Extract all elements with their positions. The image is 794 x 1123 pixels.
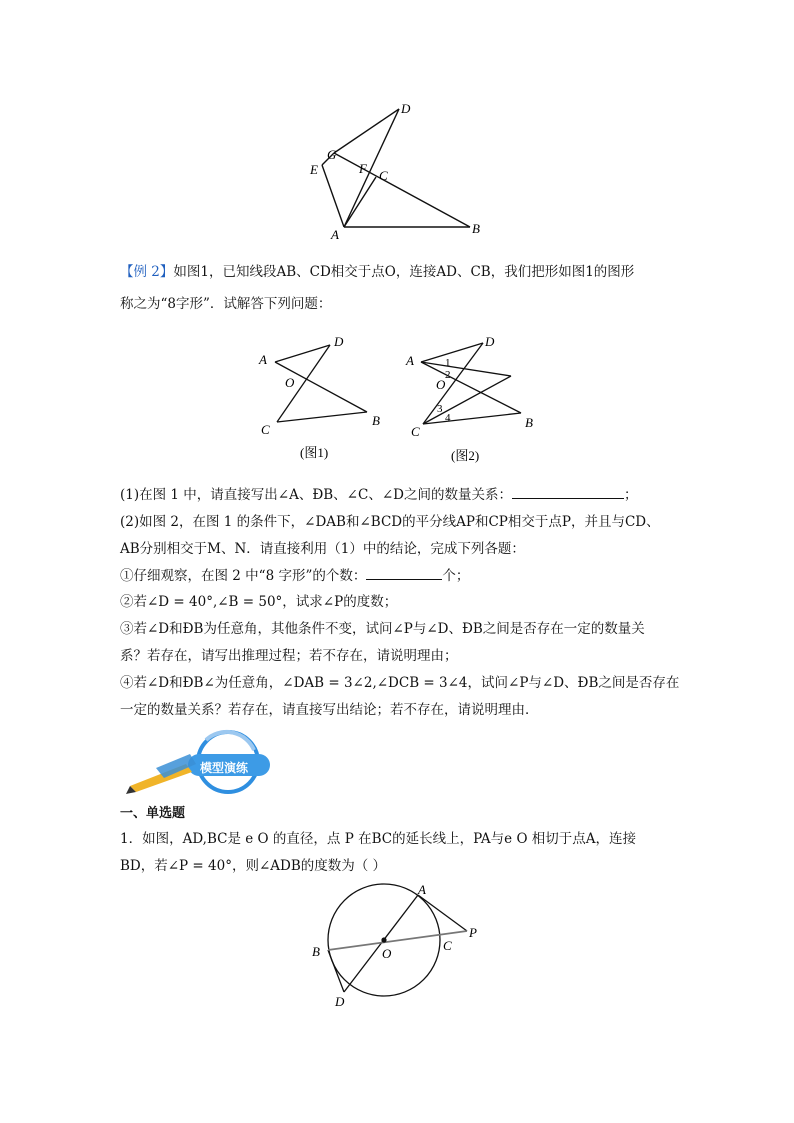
label-d: D bbox=[485, 334, 495, 349]
segment-bd bbox=[328, 950, 344, 992]
tangent-ap bbox=[418, 895, 467, 931]
figure-2 bbox=[403, 330, 543, 465]
circle-figure bbox=[300, 880, 500, 1020]
question-1-end: ； bbox=[623, 487, 638, 503]
example2-line1 bbox=[120, 262, 634, 282]
figure-2-caption: (图2) bbox=[451, 448, 480, 463]
question-2-sub3-line1: ③若∠D和ÐB为任意角，其他条件不变，试问∠P与∠D、ÐB之间是否存在一定的数量关 bbox=[120, 621, 645, 637]
segment-ae bbox=[322, 165, 344, 227]
question-2-sub4-line2: 一定的数量关系？若存在，请直接写出结论；若不存在，请说明理由． bbox=[120, 702, 539, 718]
top-figure bbox=[300, 95, 500, 245]
question-2-sub4-line1: ④若∠D和ÐB∠为任意角，∠DAB = 3∠2,∠DCB = 3∠4，试问∠P与∠D、ÐB之间是否存在 bbox=[120, 675, 680, 691]
example2-line2: 称之为“8字形”．试解答下列问题： bbox=[120, 296, 332, 312]
label-b: B bbox=[525, 415, 533, 430]
segment-ac bbox=[344, 177, 376, 227]
question-1-text: (1)在图 1 中，请直接写出∠A、ÐB、∠C、∠D之间的数量关系： bbox=[120, 487, 512, 503]
question-2-line2: AB分别相交于M、N．请直接利用（1）中的结论，完成下列各题： bbox=[120, 541, 525, 557]
label-a: A bbox=[406, 353, 414, 368]
figure-1-caption: (图1) bbox=[300, 445, 329, 460]
question-2-sub2: ②若∠D = 40°,∠B = 50°，试求∠P的度数； bbox=[120, 594, 398, 610]
segment-gb bbox=[334, 153, 470, 227]
label-p: P bbox=[469, 925, 477, 940]
question-2-sub3-line2: 系？若存在，请写出推理过程；若不存在，请说明理由； bbox=[120, 648, 458, 664]
center-point bbox=[381, 937, 386, 942]
segment-ad bbox=[421, 343, 483, 362]
mcq-1-line1: 1．如图，AD,BC是 e O 的直径，点 P 在BC的延长线上，PA与e O 相切于点A，连接 bbox=[120, 831, 637, 847]
label-a: A bbox=[259, 352, 267, 367]
answer-blank-1[interactable] bbox=[512, 484, 624, 499]
section-title: 一、单选题 bbox=[120, 806, 186, 821]
segment-dc bbox=[423, 343, 483, 424]
question-2-sub1 bbox=[120, 565, 469, 586]
label-a: A bbox=[331, 227, 339, 242]
angle-4-label: 4 bbox=[445, 412, 451, 424]
label-e: E bbox=[310, 162, 318, 177]
segment-ad bbox=[344, 109, 399, 227]
label-b: B bbox=[472, 221, 480, 236]
question-2-sub1-end: 个； bbox=[442, 568, 470, 584]
segment-ad bbox=[275, 345, 330, 362]
mcq-1-line2: BD，若∠P = 40°，则∠ADB的度数为（ ） bbox=[120, 858, 387, 874]
label-b: B bbox=[372, 413, 380, 428]
label-f: F bbox=[359, 161, 367, 176]
label-a: A bbox=[418, 882, 426, 897]
question-2-sub1-text: ①仔细观察，在图 2 中“8 字形”的个数： bbox=[120, 568, 367, 584]
label-d: D bbox=[335, 994, 345, 1009]
label-b: B bbox=[312, 944, 320, 959]
question-1 bbox=[120, 484, 637, 505]
angle-1-label: 1 bbox=[445, 357, 451, 369]
angle-3-label: 3 bbox=[437, 403, 443, 415]
question-2-line1: (2)如图 2，在图 1 的条件下，∠DAB和∠BCD的平分线AP和CP相交于点P，并且与CD、 bbox=[120, 514, 660, 530]
label-c: C bbox=[443, 938, 452, 953]
answer-blank-2[interactable] bbox=[366, 565, 442, 580]
label-o: O bbox=[382, 946, 392, 961]
model-practice-banner bbox=[126, 728, 276, 796]
label-g: G bbox=[327, 147, 337, 162]
angle-2-label: 2 bbox=[445, 369, 451, 381]
segment-cb bbox=[277, 412, 367, 422]
label-o: O bbox=[436, 377, 446, 392]
label-d: D bbox=[334, 334, 344, 349]
example2-line1-text: 如图1，已知线段AB、CD相交于点O，连接AD、CB，我们把形如图1的图形 bbox=[173, 264, 635, 280]
label-c: C bbox=[379, 168, 388, 183]
label-d: D bbox=[401, 101, 411, 116]
example-tag: 【例 2】 bbox=[120, 264, 174, 280]
figure-1 bbox=[255, 330, 390, 460]
label-c: C bbox=[261, 422, 270, 437]
banner-text: 模型演练 bbox=[200, 761, 249, 775]
label-c: C bbox=[411, 424, 420, 439]
label-o: O bbox=[285, 375, 295, 390]
